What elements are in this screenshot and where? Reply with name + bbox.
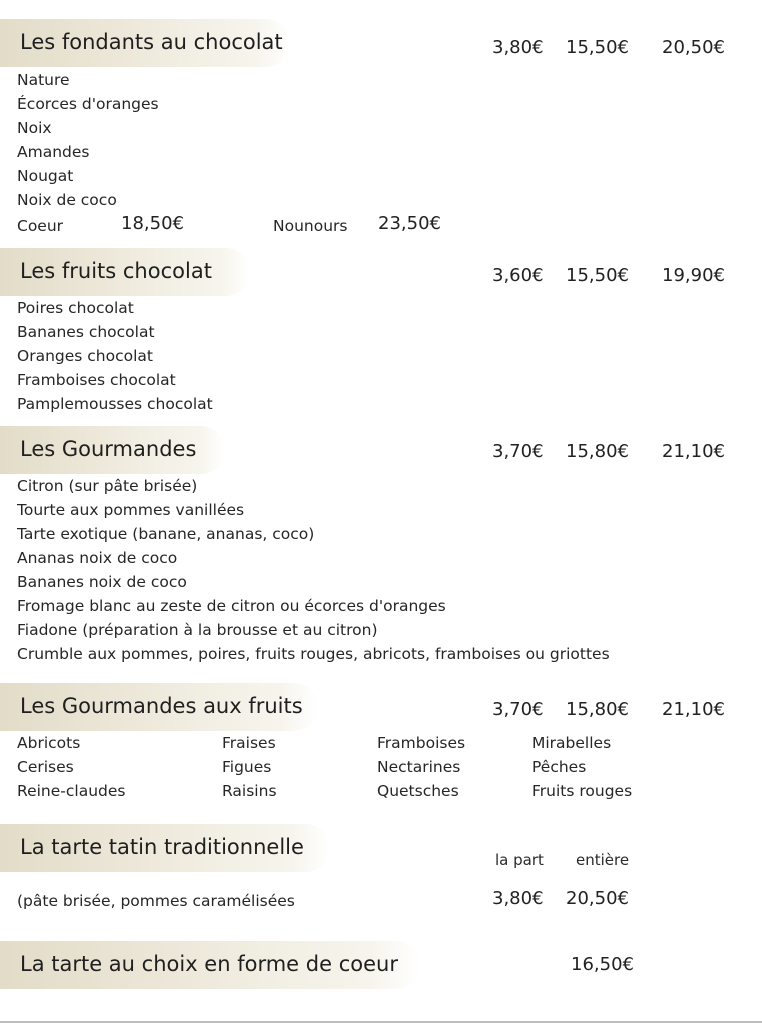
fruit-item: Fruits rouges xyxy=(532,782,633,800)
list-item: Oranges chocolat xyxy=(17,347,153,365)
fruit-item: Fraises xyxy=(222,734,276,752)
price-slice: 3,70€ xyxy=(492,699,544,720)
extra-price: 18,50€ xyxy=(121,213,184,234)
section-title: La tarte au choix en forme de coeur xyxy=(20,952,398,976)
fruit-item: Mirabelles xyxy=(532,734,612,752)
price-header-part: la part xyxy=(495,851,544,869)
price-large: 21,10€ xyxy=(662,441,725,462)
fruit-item: Framboises xyxy=(377,734,466,752)
fruit-item: Nectarines xyxy=(377,758,461,776)
section-title: Les fondants au chocolat xyxy=(20,30,283,54)
price-large: 20,50€ xyxy=(662,37,725,58)
list-item: Tarte exotique (banane, ananas, coco) xyxy=(17,525,315,543)
price-large: 19,90€ xyxy=(662,265,725,286)
price-coeur: 16,50€ xyxy=(571,954,634,975)
price-slice: 3,60€ xyxy=(492,265,544,286)
section-title: Les Gourmandes aux fruits xyxy=(20,694,303,718)
fruit-item: Figues xyxy=(222,758,272,776)
list-item: Pamplemousses chocolat xyxy=(17,395,213,413)
list-item: Ananas noix de coco xyxy=(17,549,178,567)
list-item: Nature xyxy=(17,71,70,89)
description: (pâte brisée, pommes caramélisées xyxy=(17,892,295,910)
price-entiere: 20,50€ xyxy=(566,888,629,909)
price-large: 21,10€ xyxy=(662,699,725,720)
price-medium: 15,50€ xyxy=(566,265,629,286)
fruit-item: Abricots xyxy=(17,734,81,752)
list-item: Crumble aux pommes, poires, fruits rouges, abricots, framboises ou griottes xyxy=(17,645,610,663)
list-item: Framboises chocolat xyxy=(17,371,176,389)
list-item: Nougat xyxy=(17,167,74,185)
list-item: Bananes noix de coco xyxy=(17,573,187,591)
list-item: Noix xyxy=(17,119,52,137)
list-item: Amandes xyxy=(17,143,90,161)
fruit-item: Raisins xyxy=(222,782,277,800)
list-item: Poires chocolat xyxy=(17,299,134,317)
price-medium: 15,80€ xyxy=(566,441,629,462)
list-item: Fromage blanc au zeste de citron ou écorces d'oranges xyxy=(17,597,446,615)
extra-label: Coeur xyxy=(17,217,64,235)
list-item: Écorces d'oranges xyxy=(17,95,159,113)
list-item: Citron (sur pâte brisée) xyxy=(17,477,198,495)
list-item: Noix de coco xyxy=(17,191,117,209)
extra-label: Nounours xyxy=(273,217,348,235)
list-item: Bananes chocolat xyxy=(17,323,155,341)
fruit-item: Quetsches xyxy=(377,782,459,800)
section-title: La tarte tatin traditionnelle xyxy=(20,835,304,859)
price-slice: 3,70€ xyxy=(492,441,544,462)
fruit-item: Cerises xyxy=(17,758,74,776)
price-medium: 15,50€ xyxy=(566,37,629,58)
fruit-item: Reine-claudes xyxy=(17,782,126,800)
price-slice: 3,80€ xyxy=(492,37,544,58)
list-item: Fiadone (préparation à la brousse et au citron) xyxy=(17,621,378,639)
fruit-item: Pêches xyxy=(532,758,587,776)
page-bottom-divider xyxy=(0,1021,762,1023)
price-header-entiere: entière xyxy=(576,851,630,869)
list-item: Tourte aux pommes vanillées xyxy=(17,501,245,519)
section-title: Les Gourmandes xyxy=(20,437,197,461)
extra-price: 23,50€ xyxy=(378,213,441,234)
price-medium: 15,80€ xyxy=(566,699,629,720)
section-title: Les fruits chocolat xyxy=(20,259,212,283)
price-part: 3,80€ xyxy=(492,888,544,909)
